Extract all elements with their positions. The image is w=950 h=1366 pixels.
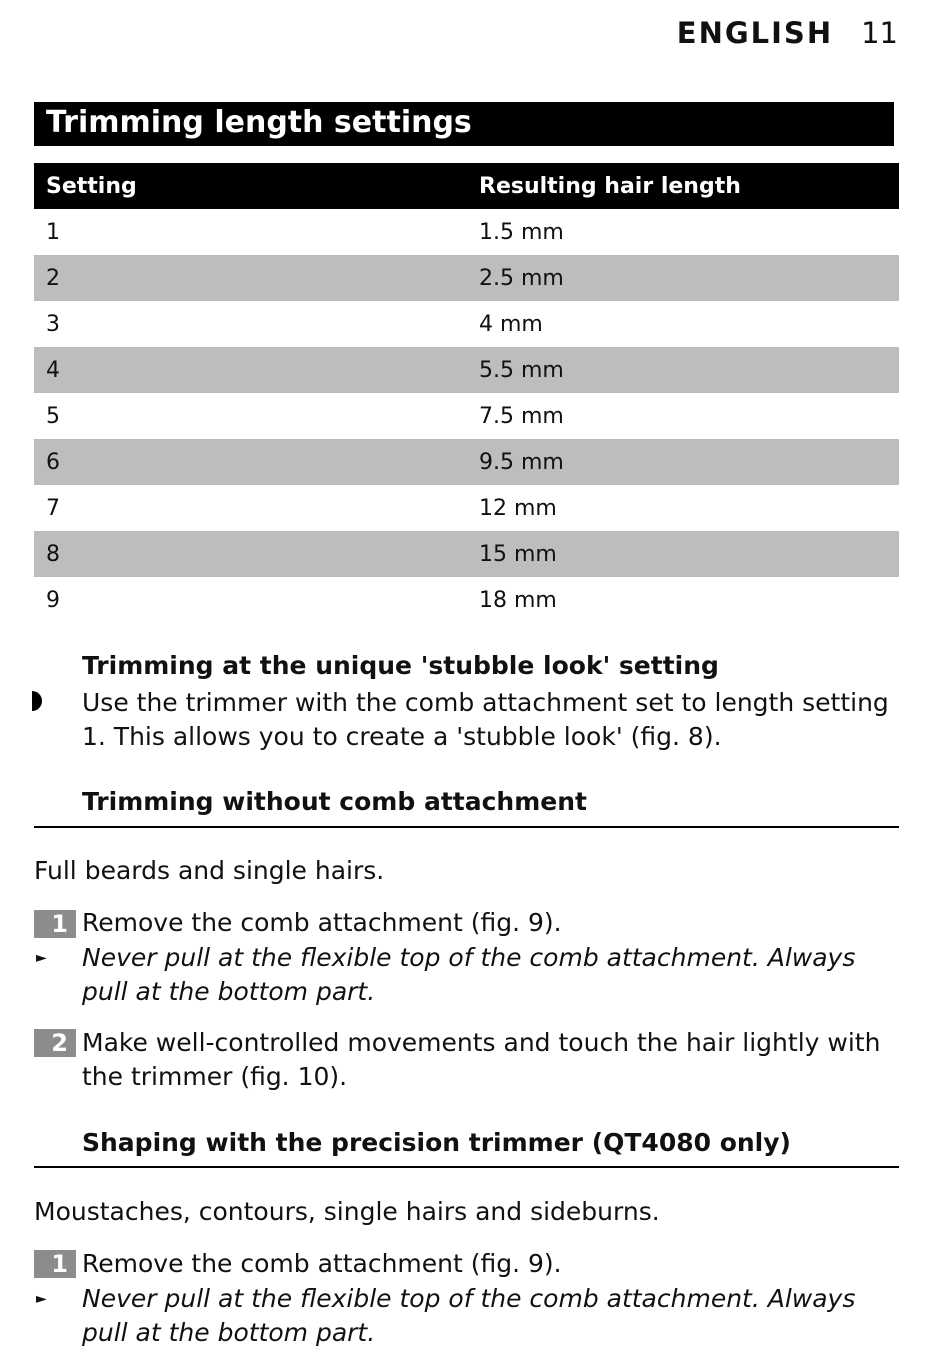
- length-cell: 7.5 mm: [479, 403, 564, 429]
- column-header-length: Resulting hair length: [479, 163, 899, 209]
- step-note: Never pull at the flexible top of the comb attachment. Always pull at the bottom part.: [82, 1284, 856, 1347]
- precision-intro: Moustaches, contours, single hairs and sideburns.: [34, 1197, 660, 1226]
- length-cell: 9.5 mm: [479, 439, 899, 485]
- half-circle-bullet-icon: [30, 690, 44, 712]
- table-row: [34, 255, 899, 301]
- setting-cell: 2: [34, 255, 479, 301]
- table-row: [34, 531, 899, 577]
- setting-cell: 3: [46, 311, 60, 337]
- table-row: [34, 209, 899, 255]
- table-row: [34, 347, 899, 393]
- stubble-text: Use the trimmer with the comb attachment set to length setting 1. This allows you to create a 'stubble look' (fig. 8).: [82, 688, 889, 751]
- length-cell: 1.5 mm: [479, 219, 564, 245]
- arrow-bullet-icon: ►: [36, 950, 47, 966]
- table-row: [34, 485, 899, 531]
- without-comb-heading: Trimming without comb attachment: [82, 787, 587, 816]
- step-number-badge: 1: [34, 1250, 76, 1278]
- precision-heading: Shaping with the precision trimmer (QT4080 only): [82, 1128, 791, 1157]
- setting-cell: 5: [46, 403, 60, 429]
- step-text: Remove the comb attachment (fig. 9).: [82, 1249, 562, 1278]
- column-header-setting: Setting: [34, 163, 479, 209]
- step-text: Make well-controlled movements and touch the hair lightly with the trimmer (fig. 10).: [82, 1028, 881, 1091]
- step-number-badge: 1: [34, 910, 76, 938]
- without-comb-intro: Full beards and single hairs.: [34, 856, 385, 885]
- length-cell: 15 mm: [479, 531, 899, 577]
- setting-cell: 8: [34, 531, 479, 577]
- table-row: [34, 393, 899, 439]
- length-cell: 4 mm: [479, 311, 543, 337]
- length-cell: 5.5 mm: [479, 347, 899, 393]
- length-settings-table: [34, 163, 899, 623]
- table-row: [34, 301, 899, 347]
- section-divider: [34, 826, 899, 828]
- step-note: Never pull at the flexible top of the comb attachment. Always pull at the bottom part.: [82, 943, 856, 1006]
- arrow-bullet-icon: ►: [36, 1291, 47, 1307]
- step-number-badge: 2: [34, 1029, 76, 1057]
- setting-cell: 1: [46, 219, 60, 245]
- length-cell: 2.5 mm: [479, 255, 899, 301]
- table-header-row: [34, 163, 899, 209]
- stubble-heading: Trimming at the unique 'stubble look' setting: [82, 651, 719, 680]
- setting-cell: 7: [46, 495, 60, 521]
- setting-cell: 9: [46, 587, 60, 613]
- setting-cell: 4: [34, 347, 479, 393]
- length-cell: 18 mm: [479, 587, 557, 613]
- page-header: [677, 16, 898, 50]
- section-title: Trimming length settings: [34, 102, 894, 146]
- table-row: [34, 439, 899, 485]
- setting-cell: 6: [34, 439, 479, 485]
- table-row: [34, 577, 899, 623]
- page-number: 11: [861, 16, 898, 50]
- language-label: ENGLISH: [676, 16, 834, 50]
- length-cell: 12 mm: [479, 495, 557, 521]
- section-divider: [34, 1166, 899, 1168]
- step-text: Remove the comb attachment (fig. 9).: [82, 908, 562, 937]
